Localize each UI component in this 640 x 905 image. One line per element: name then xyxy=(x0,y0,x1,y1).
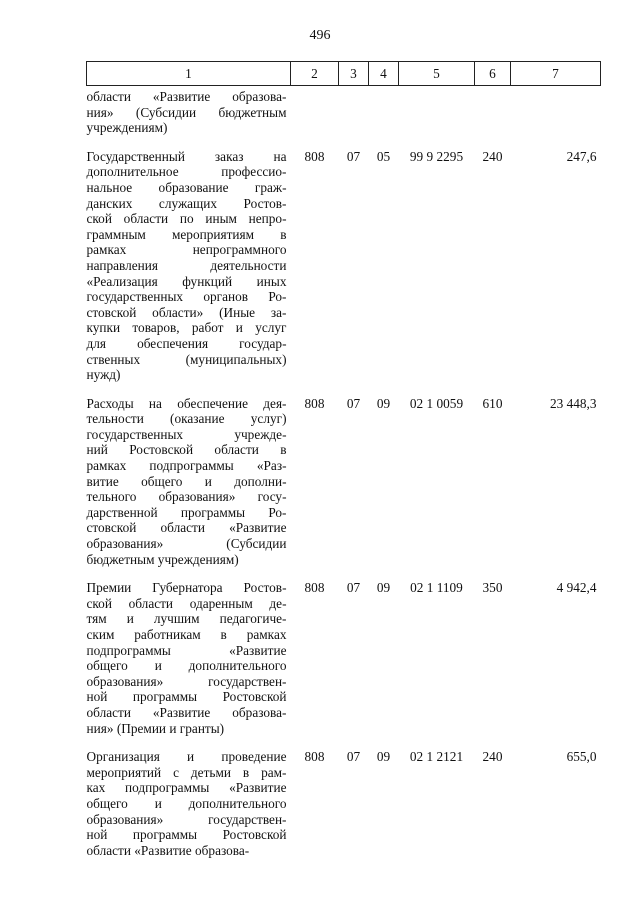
column-header: 3 xyxy=(339,62,369,86)
description-cell xyxy=(87,393,291,578)
table-row xyxy=(87,577,601,746)
section-code-cell: 07 xyxy=(346,749,361,765)
target-article-cell xyxy=(399,86,475,146)
table-header-row xyxy=(87,62,601,86)
description-line: ной программы Ростовской xyxy=(86,827,287,843)
budget-table xyxy=(86,61,601,868)
description-line: направления деятельности xyxy=(86,257,287,273)
amount-cell: 655,0 xyxy=(566,749,597,765)
description-line: Премии Губернатора Ростов- xyxy=(86,580,287,596)
column-header: 2 xyxy=(291,62,339,86)
table-row xyxy=(87,393,601,578)
description-line: тельного образования» госу- xyxy=(86,489,287,505)
description-line: рамках непрограммного xyxy=(86,242,287,258)
table-body xyxy=(87,86,601,869)
description-line: области «Развитие образова- xyxy=(86,704,287,720)
description-line: нужд) xyxy=(86,367,121,383)
description-line: ственных (муниципальных) xyxy=(86,351,287,367)
description-line: дарственной программы Ро- xyxy=(86,504,287,520)
section-code-cell: 07 xyxy=(346,395,361,411)
description-line: тям и лучшим педагогиче- xyxy=(86,611,287,627)
description-cell xyxy=(87,746,291,868)
description-cell xyxy=(87,146,291,393)
table-row xyxy=(87,146,601,393)
table-row xyxy=(87,86,601,146)
expense-type-cell xyxy=(475,86,511,146)
description-line: ках подпрограммы «Развитие xyxy=(86,780,287,796)
subsection-code-cell: 09 xyxy=(376,749,391,765)
subsection-code-cell: 09 xyxy=(376,395,391,411)
expense-type-cell: 610 xyxy=(482,395,503,411)
description-line: ской области одаренным де- xyxy=(86,595,287,611)
column-header: 6 xyxy=(475,62,511,86)
ministry-code-cell xyxy=(291,86,339,146)
description-line: «Реализация функций иных xyxy=(86,273,287,289)
description-line: граммным мероприятиям в xyxy=(86,226,287,242)
target-article-cell: 99 9 2295 xyxy=(409,148,464,164)
description-line: нальное образование граж- xyxy=(86,179,287,195)
table-row xyxy=(87,746,601,868)
description-line: дополнительное профессио- xyxy=(86,164,287,180)
description-line: области «Развитие образова- xyxy=(86,842,250,858)
description-line: общего и дополнительного xyxy=(86,795,287,811)
description-line: ния» (Премии и гранты) xyxy=(86,720,225,736)
amount-cell: 23 448,3 xyxy=(549,395,597,411)
subsection-code-cell xyxy=(369,86,399,146)
description-line: рамках подпрограммы «Раз- xyxy=(86,458,287,474)
description-line: Расходы на обеспечение дея- xyxy=(86,395,287,411)
target-article-cell: 02 1 1109 xyxy=(410,580,463,596)
description-line: государственных учрежде- xyxy=(86,426,287,442)
description-cell xyxy=(87,86,291,146)
ministry-code-cell: 808 xyxy=(304,148,325,164)
expense-type-cell: 240 xyxy=(482,148,503,164)
amount-cell: 4 942,4 xyxy=(556,580,597,596)
column-header: 7 xyxy=(511,62,601,86)
description-line: ния» (Субсидии бюджетным xyxy=(86,104,287,120)
description-line: подпрограммы «Развитие xyxy=(86,642,287,658)
page-number: 496 xyxy=(309,28,331,43)
subsection-code-cell: 05 xyxy=(376,148,391,164)
expense-type-cell: 240 xyxy=(482,749,503,765)
description-line: общего и дополнительного xyxy=(86,658,287,674)
description-line: образования» государствен- xyxy=(86,673,287,689)
description-line: купки товаров, работ и услуг xyxy=(86,320,287,336)
description-line: ской области по иным непро- xyxy=(86,211,287,227)
description-line: области «Развитие образова- xyxy=(86,89,287,104)
description-line: тельности (оказание услуг) xyxy=(86,411,287,427)
description-line: Организация и проведение xyxy=(86,749,287,765)
ministry-code-cell: 808 xyxy=(304,395,325,411)
column-header: 1 xyxy=(87,62,291,86)
description-line: для обеспечения государ- xyxy=(86,335,287,351)
description-line: учреждениям) xyxy=(86,120,168,136)
description-line: витие общего и дополни- xyxy=(86,473,287,489)
section-code-cell: 07 xyxy=(346,148,361,164)
description-line: мероприятий с детьми в рам- xyxy=(86,764,287,780)
description-line: образования» государствен- xyxy=(86,811,287,827)
column-header: 4 xyxy=(369,62,399,86)
expense-type-cell: 350 xyxy=(482,580,503,596)
target-article-cell: 02 1 2121 xyxy=(409,749,464,765)
target-article-cell: 02 1 0059 xyxy=(409,395,464,411)
description-line: ний Ростовской области в xyxy=(86,442,287,458)
subsection-code-cell: 09 xyxy=(376,580,391,596)
description-line: стовской области «Развитие xyxy=(86,520,287,536)
amount-cell: 247,6 xyxy=(566,148,597,164)
section-code-cell xyxy=(339,86,369,146)
description-line: ским работникам в рамках xyxy=(86,627,287,642)
description-line: стовской области» (Иные за- xyxy=(86,304,287,320)
ministry-code-cell: 808 xyxy=(304,580,325,596)
amount-cell xyxy=(511,86,601,146)
section-code-cell: 07 xyxy=(346,580,361,596)
description-line: образования» (Субсидии xyxy=(86,536,287,552)
description-cell xyxy=(87,577,291,746)
description-line: Государственный заказ на xyxy=(86,148,287,164)
description-line: государственных органов Ро- xyxy=(86,289,287,305)
column-header: 5 xyxy=(399,62,475,86)
ministry-code-cell: 808 xyxy=(304,749,325,765)
description-line: бюджетным учреждениям) xyxy=(86,551,239,567)
description-line: ной программы Ростовской xyxy=(86,689,287,705)
description-line: данских служащих Ростов- xyxy=(86,195,287,211)
